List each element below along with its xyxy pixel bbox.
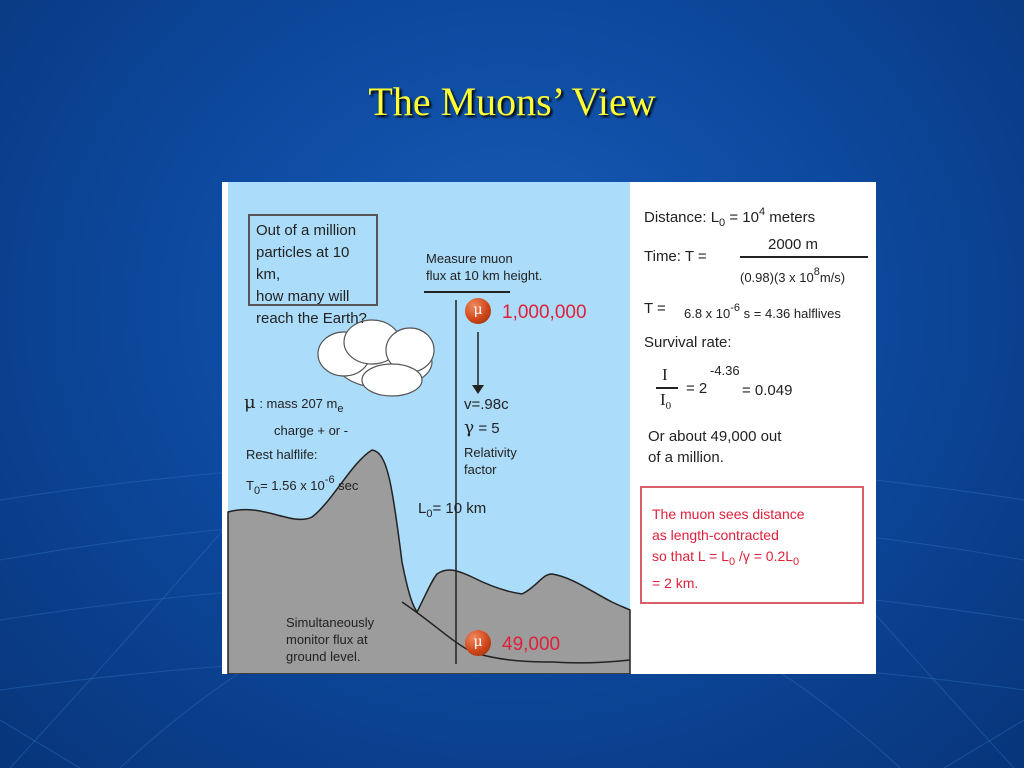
cloud bbox=[318, 320, 434, 396]
ratio-equals: = 2 bbox=[686, 380, 708, 397]
time-label: Time: T = bbox=[644, 248, 707, 265]
relativity-label: Relativity factor bbox=[464, 445, 517, 477]
t-equals-label: T = bbox=[644, 300, 666, 317]
gamma-line: γ = 5 bbox=[464, 418, 500, 438]
t-equals-value: 6.8 x $10^{-6}$ s = 4.36 halflives bbox=[684, 302, 841, 321]
ratio-denominator: $I_0$ bbox=[660, 390, 672, 412]
question-box: Out of a million particles at 10 km, how many will reach the Earth? bbox=[248, 214, 378, 306]
time-numerator: 2000 m bbox=[768, 236, 819, 253]
time-fraction-line bbox=[740, 256, 868, 258]
muon-top-icon: μ bbox=[465, 298, 491, 324]
top-count: 1,000,000 bbox=[502, 302, 587, 323]
charge-line: charge + or - bbox=[274, 423, 349, 438]
slide-title: The Muons’ View bbox=[368, 79, 656, 124]
rest-halflife-label: Rest halflife: bbox=[246, 447, 318, 462]
ratio-exponent: -4.36 bbox=[710, 363, 740, 378]
t0-line: $T_0= 1.56$ x $10^{-6}$ sec bbox=[246, 474, 359, 497]
l0-label: $L_0= 10$ km bbox=[418, 500, 487, 520]
velocity-label: v=.98c bbox=[464, 396, 509, 413]
bottom-count: 49,000 bbox=[502, 634, 561, 655]
ratio-numerator: I bbox=[662, 365, 668, 384]
monitor-label: Simultaneously monitor flux at ground level. bbox=[286, 615, 375, 664]
measure-label: Measure muon flux at 10 km height. bbox=[426, 251, 543, 283]
muon-mass-line: μ : mass 207 $m_e$ bbox=[244, 392, 344, 415]
ratio-result: = 0.049 bbox=[742, 382, 793, 399]
distance-line: Distance: $L_0 = 10^4$ meters bbox=[644, 206, 816, 229]
ratio-fraction-line bbox=[656, 387, 678, 389]
time-denominator: (0.98)(3 x $10^8m/s$) bbox=[740, 266, 846, 285]
survival-label: Survival rate: bbox=[644, 334, 732, 351]
length-contraction-note: The muon sees distance as length-contracted so that $L = L_0$ $/\gamma = 0.2L_0$ = 2 km. bbox=[640, 486, 864, 604]
muon-bottom-icon: μ bbox=[465, 630, 491, 656]
muon-diagram bbox=[222, 182, 876, 674]
about-text: Or about 49,000 out of a million. bbox=[648, 428, 782, 466]
